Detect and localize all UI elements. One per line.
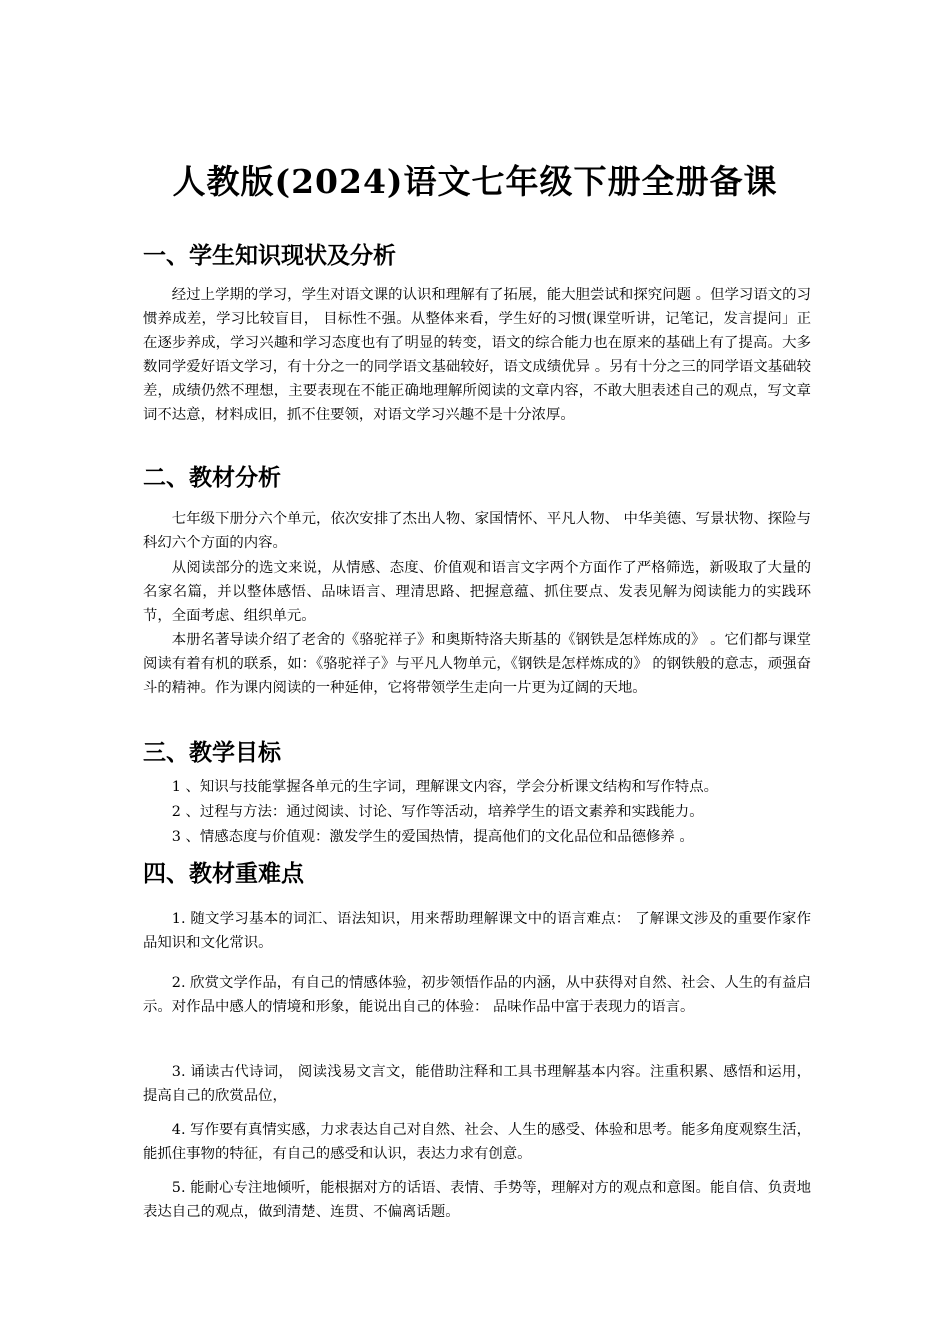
- section-heading-student-analysis: 一、学生知识现状及分析: [143, 243, 396, 269]
- paragraph-units: 七年级下册分六个单元，依次安排了杰出人物、家国情怀、平凡人物、 中华美德、写景状物、探险与科幻六个方面的内容。: [143, 511, 811, 551]
- paragraph-reading-selection: 从阅读部分的选文来说，从情感、态度、价值观和语言文字两个方面作了严格筛选，新吸取了大量的名家名篇，并以整体感悟、品味语言、理清思路、把握意蕴、抓住要点、发表见解为阅读能力的实践环节，全面考虑、组织单元。: [143, 560, 811, 624]
- difficulty-item-3: 3. 诵读古代诗词， 阅读浅易文言文，能借助注释和工具书理解基本内容。注重积累、感悟和运用，提高自己的欣赏品位，: [143, 1064, 811, 1104]
- document-title: 人教版(2024)语文七年级下册全册备课: [172, 162, 778, 201]
- goal-item-process: 2 、过程与方法：通过阅读、讨论、写作等活动，培养学生的语文素养和实践能力。: [171, 804, 704, 820]
- paragraph-student-analysis: 经过上学期的学习，学生对语文课的认识和理解有了拓展，能大胆尝试和探究问题 。但学习语文的习惯养成差，学习比较盲目， 目标性不强。从整体来看，学生好的习惯(课堂听讲，记笔记，发言提问」正在逐步养成，学习兴趣和学习态度也有了明显的转变，语文的综合能力也在原来的基础上有了提高。大多数同学爱好语文学习，有十分之一的同学语文基础较好，语文成绩优异 。另有十分之三的同学语文基础较差，成绩仍然不理想，主要表现在不能正确地理解所阅读的文章内容，不敢大胆表述自己的观点，写文章词不达意，材料成旧，抓不住要领，对语文学习兴趣不是十分浓厚。: [143, 287, 811, 423]
- difficulty-item-5: 5. 能耐心专注地倾听，能根据对方的话语、表情、手势等，理解对方的观点和意图。能自信、负责地表达自己的观点，做到清楚、连贯、不偏离话题。: [143, 1180, 811, 1220]
- paragraph-classic-reading: 本册名著导读介绍了老舍的《骆驼祥子》和奥斯特洛夫斯基的《钢铁是怎样炼成的》 。它们都与课堂阅读有着有机的联系，如：《骆驼祥子》与平凡人物单元，《钢铁是怎样炼成的》 的钢铁般的意志，顽强奋斗的精神。作为课内阅读的一种延伸，它将带领学生走向一片更为辽阔的天地。: [143, 632, 811, 696]
- goal-item-knowledge: 1 、知识与技能掌握各单元的生字词，理解课文内容，学会分析课文结构和写作特点。: [171, 779, 718, 795]
- section-heading-teaching-goals: 三、教学目标: [143, 740, 281, 766]
- section-heading-key-difficulties: 四、教材重难点: [143, 861, 304, 887]
- difficulty-item-1: 1. 随文学习基本的词汇、语法知识，用来帮助理解课文中的语言难点： 了解课文涉及的重要作家作品知识和文化常识。: [143, 911, 811, 951]
- difficulty-item-4: 4. 写作要有真情实感，力求表达自己对自然、社会、人生的感受、体验和思考。能多角度观察生活，能抓住事物的特征，有自己的感受和认识，表达力求有创意。: [143, 1122, 811, 1162]
- section-heading-textbook-analysis: 二、教材分析: [143, 465, 281, 491]
- goal-item-emotion: 3 、情感态度与价值观：激发学生的爱国热情，提高他们的文化品位和品德修养 。: [171, 829, 694, 845]
- difficulty-item-2: 2. 欣赏文学作品，有自己的情感体验，初步领悟作品的内涵，从中获得对自然、社会、人生的有益启示。对作品中感人的情境和形象，能说出自己的体验： 品味作品中富于表现力的语言。: [143, 975, 811, 1015]
